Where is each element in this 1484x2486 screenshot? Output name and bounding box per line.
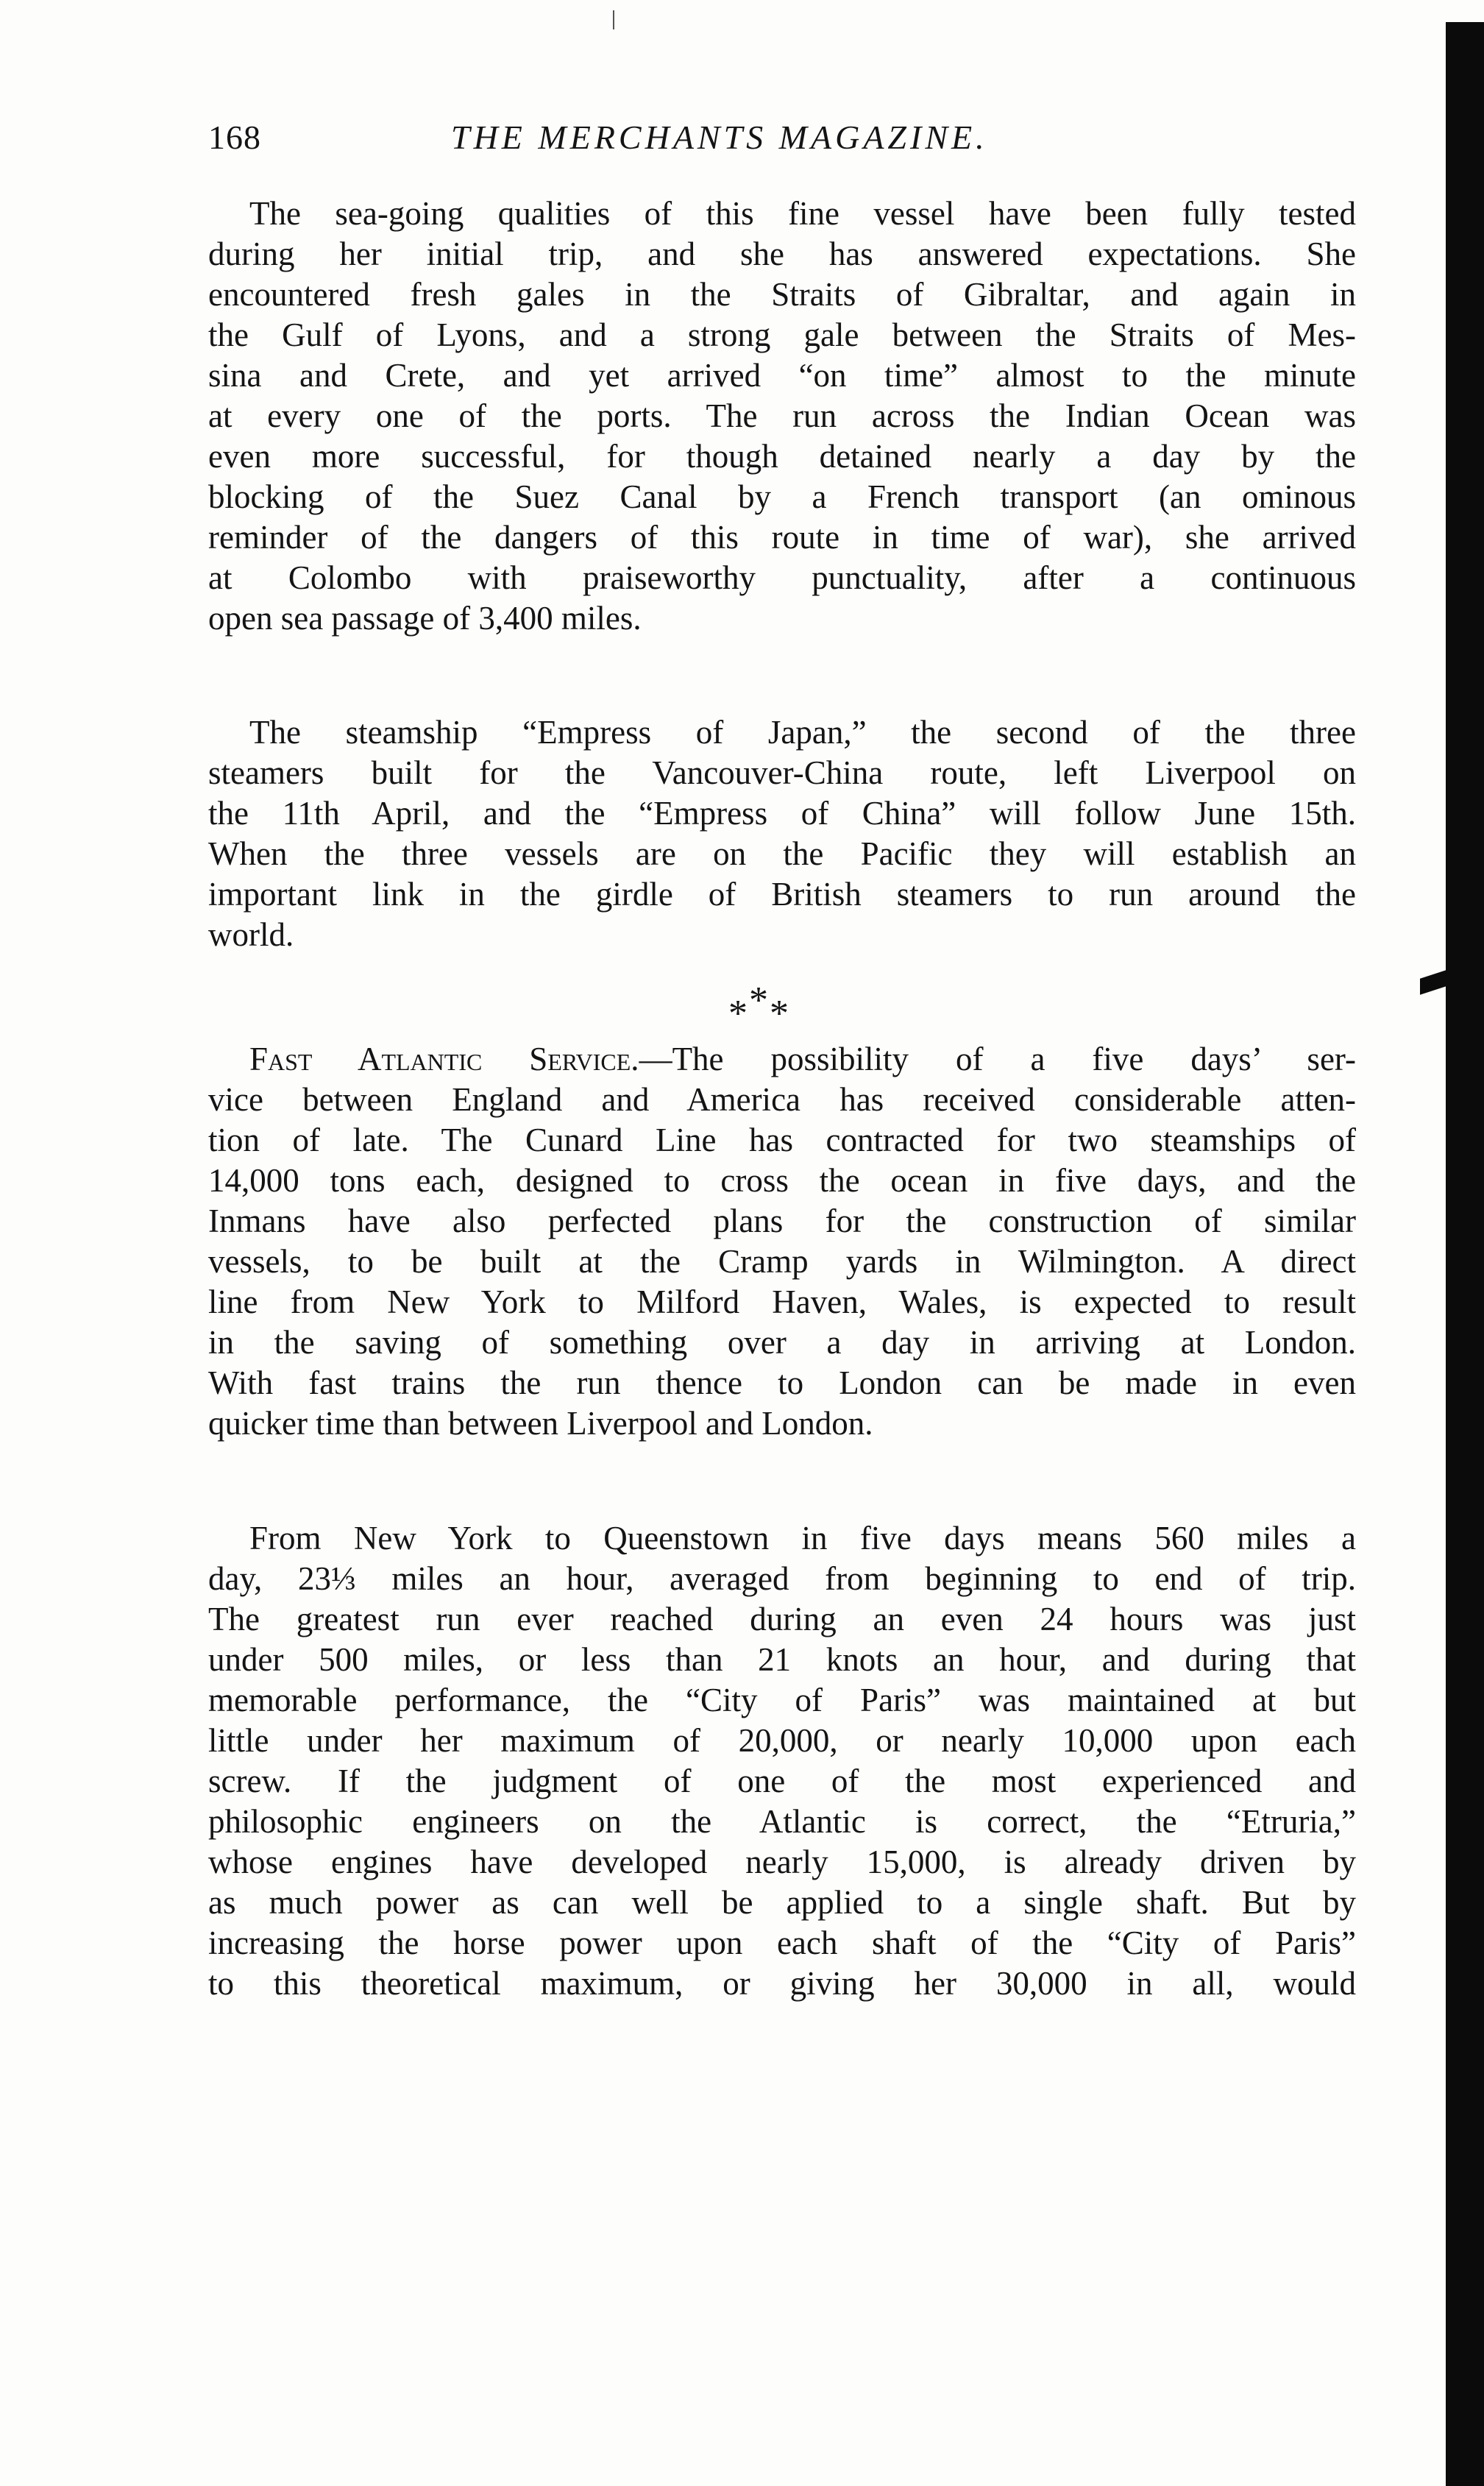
stray-ink-mark (613, 10, 614, 29)
page-header (208, 118, 1363, 162)
text-line: under 500 miles, or less than 21 knots an hour, and during that (208, 1641, 1356, 1678)
text-line: day, 23⅓ miles an hour, averaged from beginning to end of trip. (208, 1560, 1356, 1597)
text-line (208, 1039, 1356, 1080)
paragraph-new-york-queenstown (208, 1518, 1356, 2004)
text-line: line from New York to Milford Haven, Wales, is expected to result (208, 1283, 1356, 1320)
asterisk: * (749, 980, 770, 1021)
paragraph-fast-atlantic-service (208, 1039, 1356, 1444)
text-line: reminder of the dangers of this route in time of war), she arrived (208, 519, 1356, 556)
text-line: encountered fresh gales in the Straits of Gibraltar, and again in (208, 276, 1356, 313)
text-line: quicker time than between Liverpool and London. (208, 1405, 873, 1442)
text-line: The steamship “Empress of Japan,” the second of the three (249, 714, 1356, 751)
binding-speck (1438, 1479, 1446, 1490)
text-line: the Gulf of Lyons, and a strong gale between the Straits of Mes- (208, 316, 1356, 353)
text-line: memorable performance, the “City of Paris” was maintained at but (208, 1682, 1356, 1718)
text-line: in the saving of something over a day in arriving at London. (208, 1324, 1356, 1361)
text-line: steamers built for the Vancouver-China route, left Liverpool on (208, 754, 1356, 791)
text-line: the 11th April, and the “Empress of China” will follow June 15th. (208, 795, 1356, 832)
text-line: during her initial trip, and she has answered expectations. She (208, 236, 1356, 272)
text-line: sina and Crete, and yet arrived “on time” almost to the minute (208, 357, 1356, 394)
asterisk: * (728, 993, 749, 1035)
text-line: little under her maximum of 20,000, or nearly 10,000 upon each (208, 1722, 1356, 1759)
text-line: tion of late. The Cunard Line has contracted for two steamships of (208, 1122, 1356, 1158)
text-line: at every one of the ports. The run across the Indian Ocean was (208, 397, 1356, 434)
binding-speck (1433, 2016, 1441, 2027)
text-line: as much power as can well be applied to a single shaft. But by (208, 1884, 1356, 1921)
text-line: When the three vessels are on the Pacific they will establish an (208, 835, 1356, 872)
text-line: From New York to Queenstown in five days means 560 miles a (249, 1520, 1356, 1557)
text-line: vice between England and America has received considerable atten- (208, 1081, 1356, 1118)
paragraph-vessel-qualities (208, 194, 1356, 639)
text-line: The greatest run ever reached during an even 24 hours was just (208, 1601, 1356, 1637)
paragraph-empress-of-japan (208, 712, 1356, 955)
text-line: world. (208, 916, 294, 953)
text-line: increasing the horse power upon each shaft of the “City of Paris” (208, 1924, 1356, 1961)
text-line: whose engines have developed nearly 15,000, is already driven by (208, 1844, 1356, 1880)
section-heading: Fast Atlantic Service. (249, 1041, 639, 1077)
text-line: at Colombo with praiseworthy punctuality, after a continuous (208, 559, 1356, 596)
running-title: THE MERCHANTS MAGAZINE. (451, 118, 988, 156)
text-line: vessels, to be built at the Cramp yards in Wilmington. A direct (208, 1243, 1356, 1280)
asterisk: * (770, 993, 790, 1035)
binding-edge (1446, 22, 1484, 2486)
text-line: 14,000 tons each, designed to cross the ocean in five days, and the (208, 1162, 1356, 1199)
page-number: 168 (208, 118, 261, 156)
text-line: even more successful, for though detained nearly a day by the (208, 438, 1356, 475)
text-line: important link in the girdle of British steamers to run around the (208, 876, 1356, 913)
text-line: open sea passage of 3,400 miles. (208, 600, 642, 637)
asterism-separator (728, 980, 790, 1035)
text-run: —The possibility of a five days’ ser- (639, 1041, 1356, 1077)
text-line: to this theoretical maximum, or giving her 30,000 in all, would (208, 1965, 1356, 2002)
text-line: With fast trains the run thence to London can be made in even (208, 1364, 1356, 1401)
text-line: The sea-going qualities of this fine vessel have been fully tested (249, 195, 1356, 232)
text-line: screw. If the judgment of one of the most experienced and (208, 1763, 1356, 1799)
text-line: blocking of the Suez Canal by a French transport (an ominous (208, 478, 1356, 515)
text-line: philosophic engineers on the Atlantic is correct, the “Etruria,” (208, 1803, 1356, 1840)
text-line: Inmans have also perfected plans for the construction of similar (208, 1203, 1356, 1239)
